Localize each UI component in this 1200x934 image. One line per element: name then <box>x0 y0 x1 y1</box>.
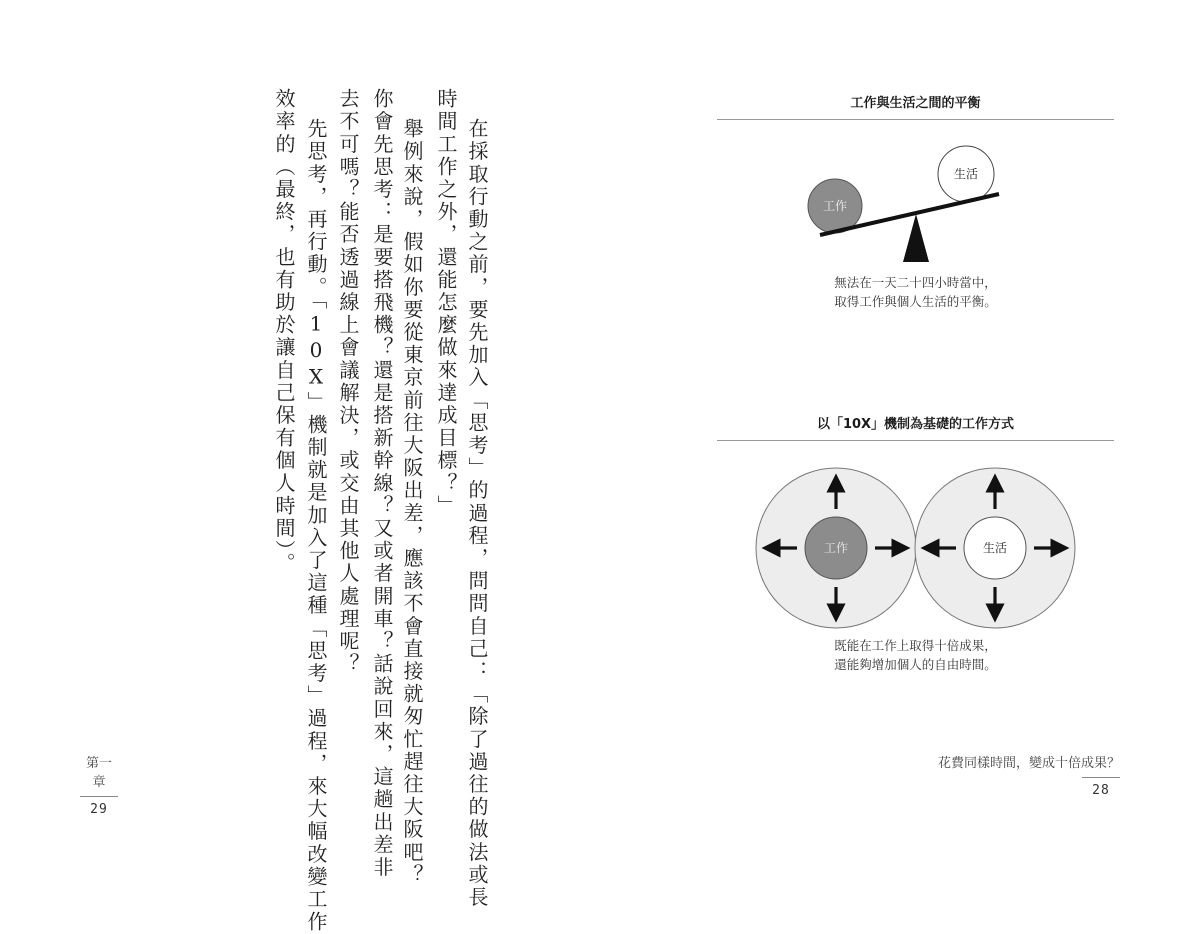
figure1-caption <box>717 273 1114 311</box>
figure-title: 工作與生活之間的平衡 <box>850 96 981 111</box>
figure-title: 以「10X」機制為基礎的工作方式 <box>816 417 1015 432</box>
running-head-title: 花費同樣時間，變成十倍成果？ <box>937 756 1120 771</box>
footer-rule <box>1082 777 1120 778</box>
work-label: 工作 <box>822 199 848 213</box>
caption-line: 無法在一天二十四小時當中， <box>834 275 997 290</box>
figure-10x-method <box>717 413 1114 441</box>
figure2-caption <box>717 636 1114 674</box>
body-column-1: 在採取行動之前，要先加入「思考」的過程，問問自己：「除了過往的做法或長 <box>465 118 489 909</box>
footer-rule <box>80 796 118 797</box>
page-number: 29 <box>90 802 108 817</box>
work-label: 工作 <box>823 541 849 555</box>
expanding-circles-diagram <box>750 465 1090 635</box>
right-footer <box>938 752 1120 798</box>
body-column-5: 去不可嗎？能否透過線上會議解決，或交由其他人處理呢？ <box>336 88 360 676</box>
life-label: 生活 <box>982 541 1008 555</box>
caption-line: 既能在工作上取得十倍成果， <box>834 638 997 653</box>
body-column-7: 效率的（最終，也有助於讓自己保有個人時間）。 <box>272 88 296 576</box>
body-column-6: 先思考，再行動。「10X」機制就是加入了這種「思考」過程，來大幅改變工作 <box>304 118 328 934</box>
body-column-3: 舉例來說，假如你要從東京前往大阪出差，應該不會直接就匆忙趕往大阪吧？ <box>400 118 424 887</box>
life-label: 生活 <box>953 167 979 181</box>
body-column-2: 時間工作之外，還能怎麼做來達成目標？」 <box>434 88 458 518</box>
running-head-chapter: 第一章 <box>85 756 112 790</box>
caption-line: 取得工作與個人生活的平衡。 <box>834 294 997 309</box>
caption-line: 還能夠增加個人的自由時間。 <box>834 657 997 672</box>
left-footer <box>80 752 118 817</box>
figure-rule <box>717 119 1114 120</box>
figure-work-life-balance <box>717 92 1114 120</box>
figure-rule <box>717 440 1114 441</box>
seesaw-diagram <box>700 130 1140 270</box>
page-number: 28 <box>1092 783 1110 798</box>
fulcrum-triangle <box>903 214 929 262</box>
body-column-4: 你會先思考：是要搭飛機？還是搭新幹線？又或者開車？話說回來，這趟出差非 <box>370 88 394 879</box>
